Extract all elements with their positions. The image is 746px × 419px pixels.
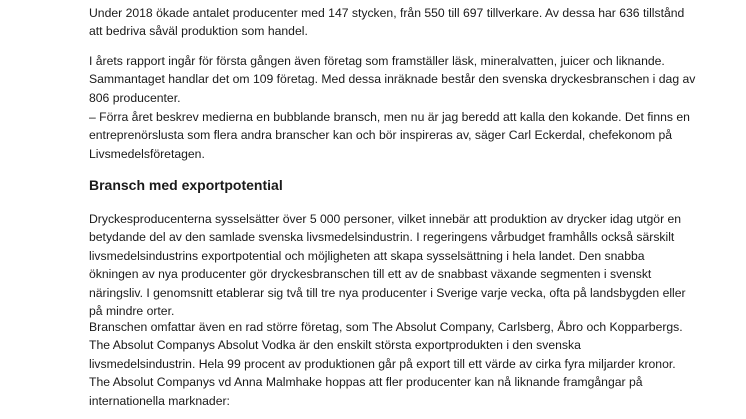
- text-line: The Absolut Companys Absolut Vodka är den enskilt största exportprodukten i den svenska: [89, 338, 581, 353]
- text-line: entreprenörslusta som flera andra branscher kan och bör inspireras av, säger Carl Eckerdal, chefekonom på: [89, 128, 673, 143]
- text-line: Under 2018 ökade antalet producenter med 147 stycken, från 550 till 697 tillverkare. Av dessa har 636 tillstånd: [89, 6, 685, 20]
- text-line: att bedriva såväl produktion som handel.: [89, 24, 308, 39]
- text-line: livsmedelsindustrins exportpotential och möjligheten att skapa sysselsättning i hela landet. Den snabba: [89, 248, 645, 263]
- paragraph-large-companies: [89, 318, 683, 410]
- text-line: – Förra året beskrev medierna en bubblande bransch, men nu är jag beredd att kalla den kokande. Det finns en: [89, 110, 690, 124]
- text-line: Livsmedelsföretagen.: [89, 146, 205, 161]
- paragraph-producer-growth: [89, 4, 684, 41]
- text-line: internationella marknader:: [89, 393, 230, 408]
- text-line: Branschen omfattar även en rad större företag, som The Absolut Company, Carlsberg, Åbro och Kopparbergs.: [89, 320, 683, 334]
- text-line: betydande del av den samlade svenska livsmedelsindustrin. I regeringens vårbudget framhålls också särskilt: [89, 230, 675, 245]
- text-line: ökningen av nya producenter gör dryckesbranschen till ett av de snabbast växande segmenten i svenskt: [89, 267, 652, 282]
- text-line: Sammantaget handlar det om 109 företag. Med dessa inräknade består den svenska dryckesbranschen i dag av: [89, 72, 696, 87]
- text-line: på mindre orter.: [89, 304, 175, 319]
- text-line: I årets rapport ingår för första gången även företag som framställer läsk, mineralvatten, juicer och liknande.: [89, 54, 665, 68]
- paragraph-quote: [89, 108, 690, 163]
- text-line: Dryckesproducenterna sysselsätter över 5 000 personer, vilket innebär att produktion av drycker idag utgör en: [89, 212, 682, 226]
- text-line: livsmedelsindustrin. Hela 99 procent av produktionen går på export till ett värde av cirka fyra miljarder kronor.: [89, 356, 676, 371]
- section-heading: Bransch med exportpotential: [89, 177, 283, 193]
- text-line: The Absolut Companys vd Anna Malmhake hoppas att fler producenter kan nå liknande framgångar på: [89, 375, 643, 390]
- text-line: näringsliv. I genomsnitt etablerar sig två till tre nya producenter i Sverige varje vecka, ofta på landsbygden eller: [89, 285, 686, 300]
- paragraph-employment: [89, 210, 686, 320]
- paragraph-report-scope: [89, 52, 695, 107]
- text-line: 806 producenter.: [89, 90, 181, 105]
